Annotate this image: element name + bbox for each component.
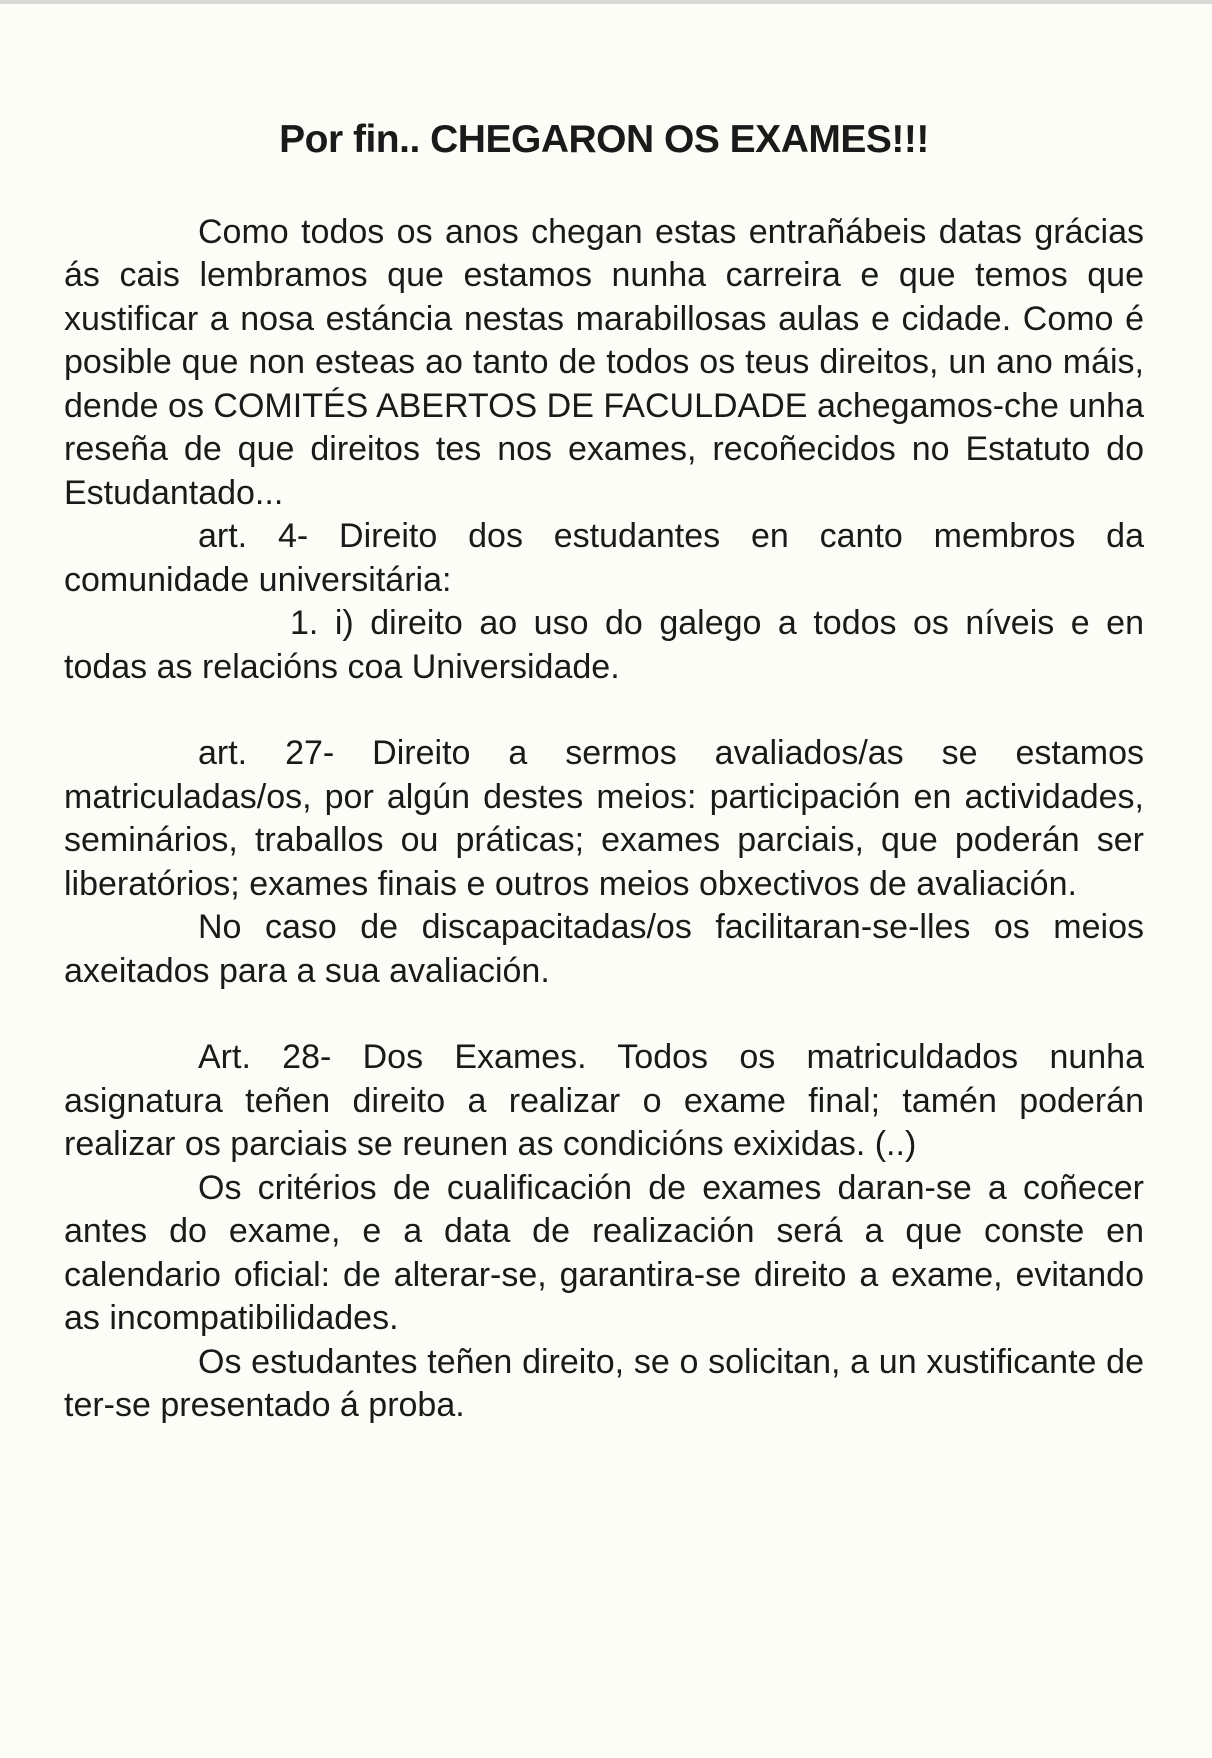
page-title: Por fin.. CHEGARON OS EXAMES!!! — [279, 118, 929, 161]
article-28-paragraph: Art. 28- Dos Exames. Todos os matriculdados nunha asignatura teñen direito a realizar o exame final; tamén poderán realizar os parciais se reunen as condicións exixidas. (..) — [64, 1038, 1144, 1164]
top-border — [0, 0, 1212, 4]
paragraph-gap — [64, 993, 1144, 1036]
article-27-paragraph: art. 27- Direito a sermos avaliados/as se estamos matriculadas/os, por algún destes meios: participación en actividades, seminários, traballos ou práticas; exames parciais, que poderán ser liberatórios; exames finais e outros meios obxectivos de avaliación. — [64, 734, 1144, 903]
document-page — [64, 118, 1144, 1428]
intro-paragraph: Como todos os anos chegan estas entrañábeis datas grácias ás cais lembramos que estamos nunha carreira e que temos que xustificar a nosa estáncia nestas marabillosas aulas e cidade. Como é posible que non esteas ao tanto de todos os teus direitos, un ano máis, dende os COMITÉS ABERTOS DE FACULDADE achegamos-che unha reseña de que direitos tes nos exames, recoñecidos no Estatuto do Estudantado... — [64, 212, 1144, 512]
paragraph-gap — [64, 689, 1144, 732]
article-4-item: 1. i) direito ao uso do galego a todos os níveis e en todas as relacións coa Universidade. — [64, 604, 1144, 686]
article-27-disabled-paragraph: No caso de discapacitadas/os facilitaran-se-lles os meios axeitados para a sua avaliación. — [64, 908, 1144, 990]
article-28-criteria-paragraph: Os critérios de cualificación de exames daran-se a coñecer antes do exame, e a data de realización será a que conste en calendario oficial: de alterar-se, garantira-se direito a exame, evitando as incompatibilidades. — [64, 1168, 1144, 1338]
article-28-certificate-paragraph: Os estudantes teñen direito, se o solicitan, a un xustificante de ter-se presentado á proba. — [64, 1342, 1144, 1425]
article-4-heading: art. 4- Direito dos estudantes en canto membros da comunidade universitária: — [64, 517, 1144, 599]
